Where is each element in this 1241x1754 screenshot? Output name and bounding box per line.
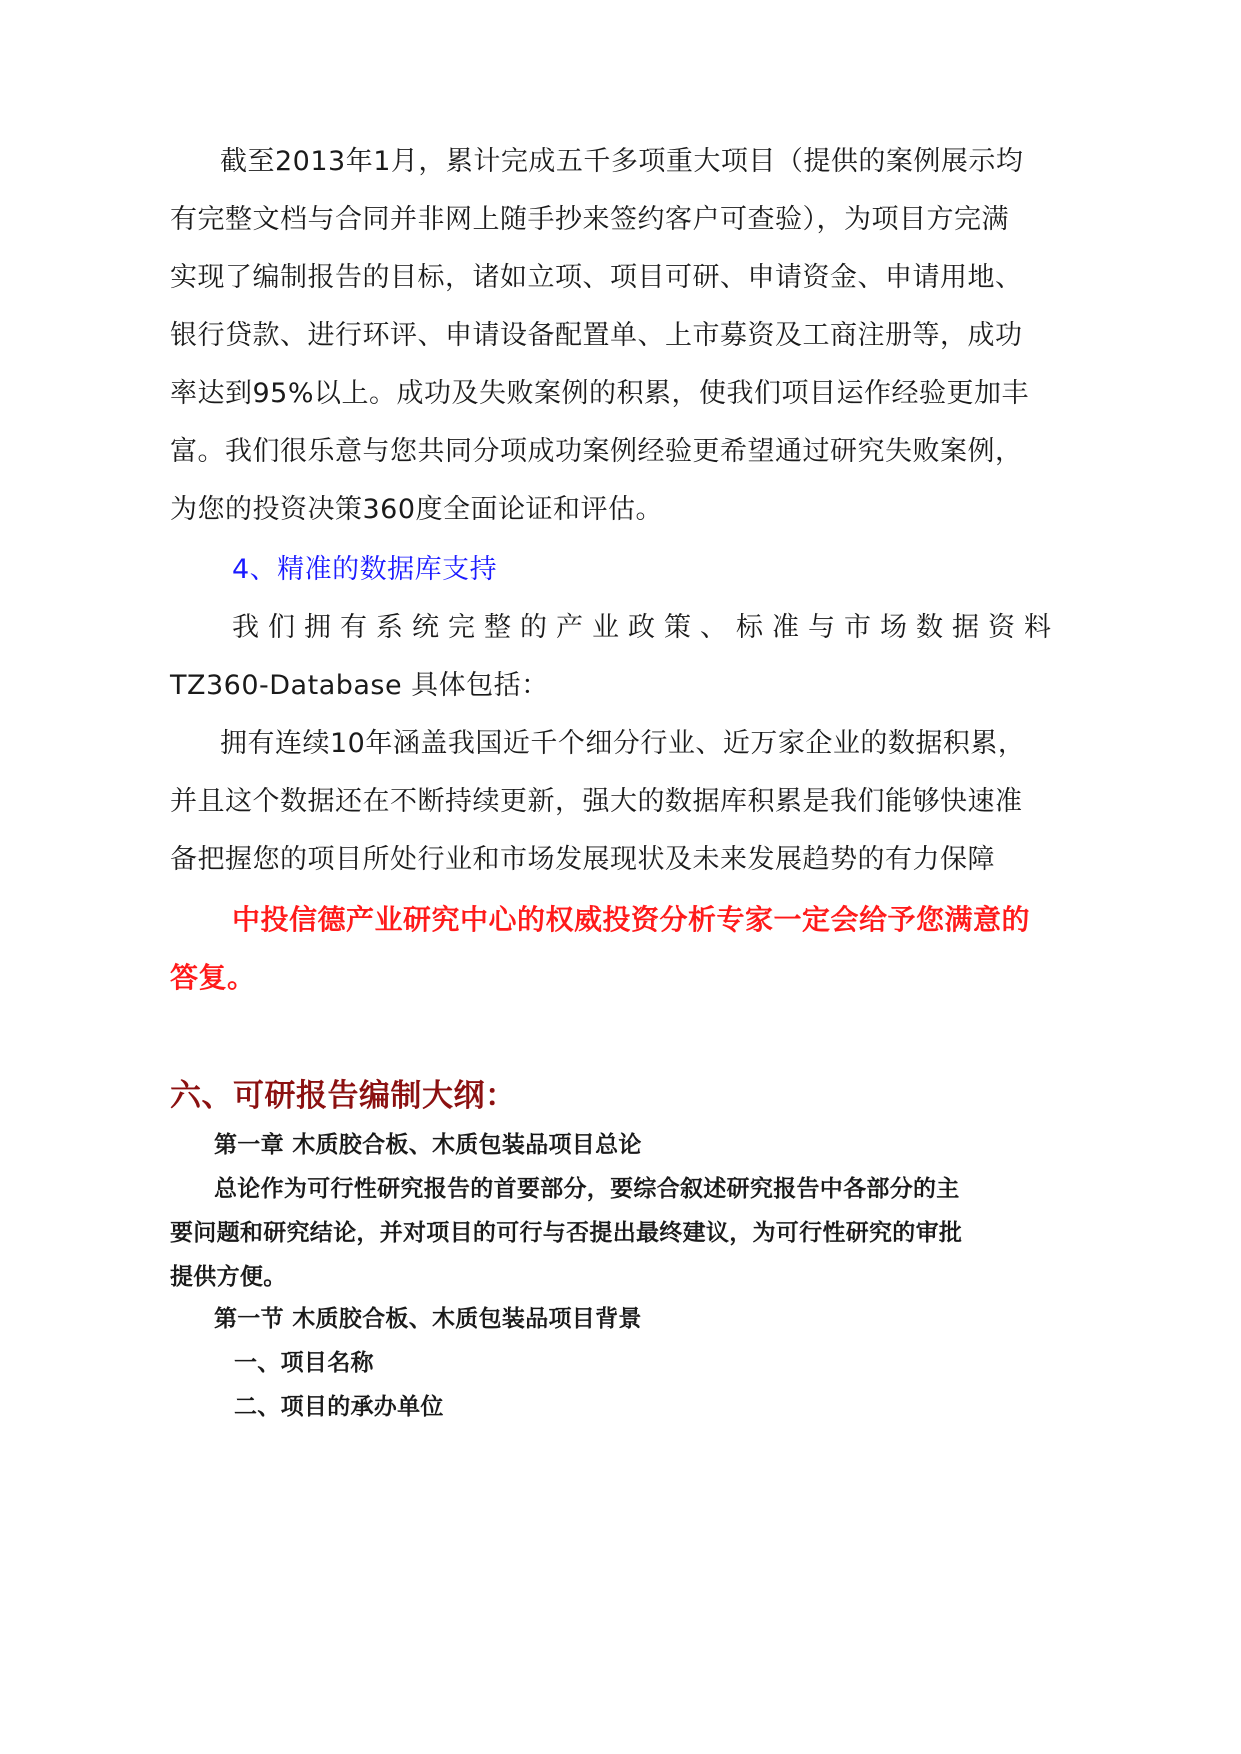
paragraph-line: 并且这个数据还在不断持续更新，强大的数据库积累是我们能够快速准 [170, 786, 1023, 817]
highlight-statement: 中投信德产业研究中心的权威投资分析专家一定会给予您满意的 [232, 903, 1031, 936]
outline-item: 一、项目名称 [234, 1350, 374, 1376]
summary-line: 总论作为可行性研究报告的首要部分，要综合叙述研究报告中各部分的主 [214, 1176, 960, 1202]
paragraph-line: 我们拥有系统完整的产业政策、标准与市场数据资料 [232, 612, 1060, 643]
paragraph-line: 备把握您的项目所处行业和市场发展现状及未来发展趋势的有力保障 [170, 844, 995, 875]
outline-item: 二、项目的承办单位 [234, 1394, 444, 1420]
summary-line: 提供方便。 [170, 1264, 287, 1290]
paragraph-line: 富。我们很乐意与您共同分项成功案例经验更希望通过研究失败案例， [170, 436, 1023, 467]
paragraph-line: 拥有连续10年涵盖我国近千个细分行业、近万家企业的数据积累， [220, 728, 1026, 759]
paragraph-line: TZ360-Database 具体包括： [170, 670, 549, 701]
section-heading: 第一节 木质胶合板、木质包装品项目背景 [214, 1306, 642, 1332]
chapter-heading: 第一章 木质胶合板、木质包装品项目总论 [214, 1132, 642, 1158]
section-heading: 4、精准的数据库支持 [232, 554, 498, 585]
paragraph-line: 为您的投资决策360度全面论证和评估。 [170, 494, 664, 525]
paragraph-line: 截至2013年1月，累计完成五千多项重大项目（提供的案例展示均 [220, 146, 1024, 177]
paragraph-line: 率达到95%以上。成功及失败案例的积累，使我们项目运作经验更加丰 [170, 378, 1030, 409]
highlight-statement: 答复。 [170, 961, 256, 994]
paragraph-line: 银行贷款、进行环评、申请设备配置单、上市募资及工商注册等，成功 [170, 320, 1023, 351]
outline-title: 六、可研报告编制大纲： [170, 1078, 517, 1114]
paragraph-line: 有完整文档与合同并非网上随手抄来签约客户可查验），为项目方完满 [170, 204, 1009, 235]
summary-line: 要问题和研究结论，并对项目的可行与否提出最终建议，为可行性研究的审批 [170, 1220, 963, 1246]
paragraph-line: 实现了编制报告的目标，诸如立项、项目可研、申请资金、申请用地、 [170, 262, 1023, 293]
